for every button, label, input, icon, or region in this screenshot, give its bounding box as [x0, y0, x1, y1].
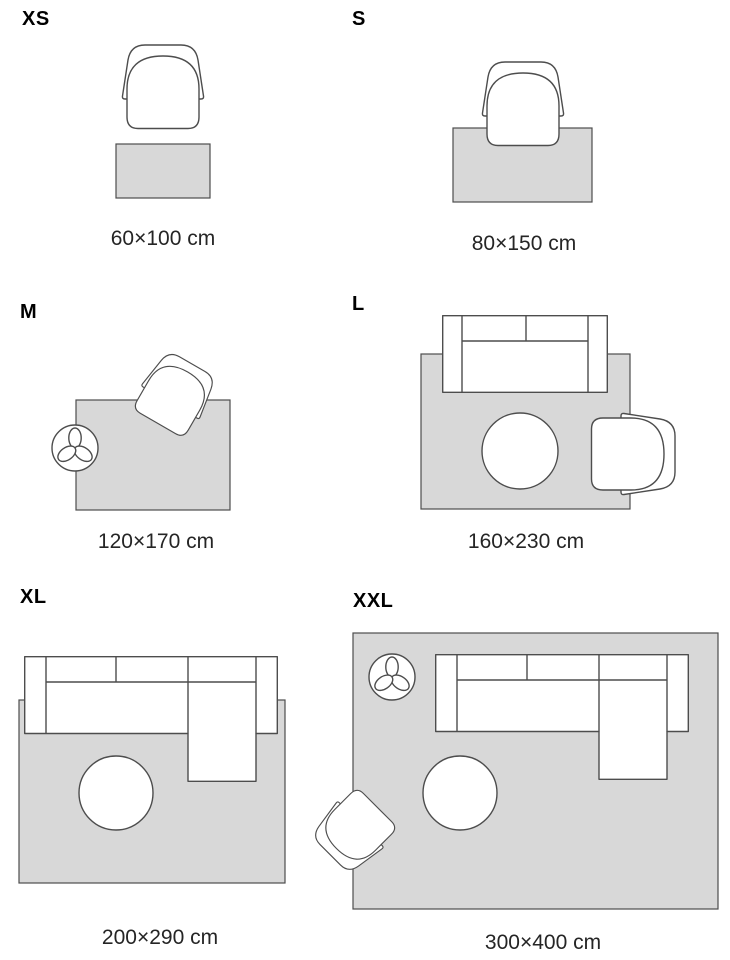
- size-label-l: L: [352, 293, 365, 315]
- dimension-caption-m: 120×170 cm: [97, 530, 215, 553]
- round-coffee-table-icon: [423, 756, 497, 830]
- illustration-xs: [116, 45, 210, 198]
- potted-plant-icon: [52, 425, 98, 471]
- sofa-top-view-icon: [443, 316, 608, 393]
- round-coffee-table-icon: [482, 413, 558, 489]
- size-label-xxl: XXL: [353, 590, 394, 612]
- dimension-caption-s: 80×150 cm: [471, 232, 577, 255]
- illustration-xxl: [307, 633, 718, 909]
- illustration-xl: [19, 657, 285, 883]
- rug-xs: [116, 144, 210, 198]
- dimension-caption-xs: 60×100 cm: [110, 227, 216, 250]
- dimension-caption-l: 160×230 cm: [467, 530, 585, 553]
- armchair-top-view-icon: [592, 413, 676, 494]
- potted-plant-icon: [369, 654, 415, 700]
- dimension-caption-xl: 200×290 cm: [101, 926, 219, 949]
- armchair-top-view-icon: [482, 62, 563, 146]
- armchair-top-view-icon: [122, 45, 203, 129]
- size-label-s: S: [352, 8, 366, 30]
- dimension-caption-xxl: 300×400 cm: [484, 931, 602, 954]
- illustration-m: [52, 348, 230, 510]
- size-label-xl: XL: [20, 586, 47, 608]
- size-label-m: M: [20, 301, 38, 323]
- illustration-s: [453, 62, 592, 202]
- illustration-l: [421, 316, 675, 509]
- round-coffee-table-icon: [79, 756, 153, 830]
- size-label-xs: XS: [22, 8, 50, 30]
